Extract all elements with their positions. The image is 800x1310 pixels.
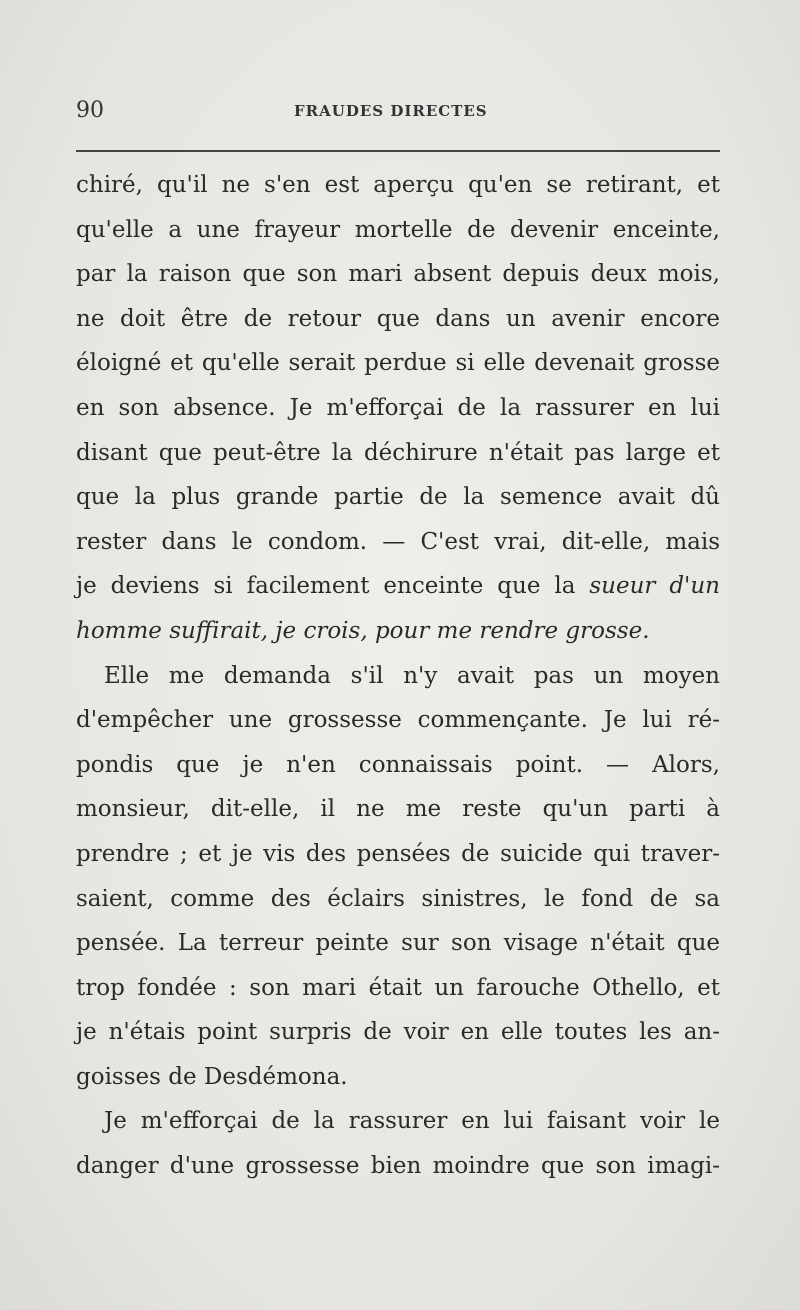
page-header bbox=[76, 96, 720, 130]
text-line: chiré, qu'il ne s'en est aperçu qu'en se retirant, et bbox=[76, 172, 720, 198]
text-line: goisses de Desdémona. bbox=[76, 1063, 348, 1090]
text-line bbox=[76, 609, 720, 654]
text-line: prendre ; et je vis des pensées de suicide qui traver- bbox=[76, 840, 720, 867]
text-line: ne doit être de retour que dans un avenir encore bbox=[76, 305, 720, 332]
text-line: danger d'une grossesse bien moindre que son imagi- bbox=[76, 1153, 720, 1180]
text-line: pondis que je n'en connaissais point. — Alors, bbox=[76, 751, 720, 778]
page-number: 90 bbox=[76, 98, 104, 123]
italic-span: sueur d'un bbox=[589, 573, 720, 600]
text-span: je deviens si facilement enceinte que la bbox=[76, 573, 590, 600]
text-line: éloigné et qu'elle serait perdue si elle devenait grosse bbox=[76, 350, 720, 377]
text-line: qu'elle a une frayeur mortelle de devenir enceinte, bbox=[76, 216, 720, 243]
text-line: que la plus grande partie de la semence avait dû bbox=[76, 484, 720, 511]
text-line: saient, comme des éclairs sinistres, le fond de sa bbox=[76, 885, 720, 912]
running-title: FRAUDES DIRECTES bbox=[294, 102, 488, 120]
text-line: je n'étais point surpris de voir en elle toutes les an- bbox=[76, 1019, 720, 1046]
paragraph-start-line: Je m'efforçai de la rassurer en lui faisant voir le bbox=[104, 1108, 720, 1135]
text-line: monsieur, dit-elle, il ne me reste qu'un parti à bbox=[76, 796, 720, 823]
text-line: en son absence. Je m'efforçai de la rassurer en lui bbox=[76, 394, 720, 421]
text-line bbox=[76, 564, 720, 609]
text-line: disant que peut-être la déchirure n'était pas large et bbox=[76, 439, 720, 466]
text-line: rester dans le condom. — C'est vrai, dit-elle, mais bbox=[76, 528, 720, 555]
header-rule bbox=[76, 150, 720, 152]
body-text bbox=[76, 163, 720, 1189]
text-line: d'empêcher une grossesse commençante. Je lui ré- bbox=[76, 707, 720, 734]
text-line: pensée. La terreur peinte sur son visage n'était que bbox=[76, 930, 720, 957]
italic-span: homme suffirait, je crois, pour me rendre grosse. bbox=[76, 617, 650, 644]
text-line: trop fondée : son mari était un farouche Othello, et bbox=[76, 974, 720, 1001]
text-line: par la raison que son mari absent depuis deux mois, bbox=[76, 261, 720, 288]
paragraph-start-line: Elle me demanda s'il n'y avait pas un moyen bbox=[104, 662, 720, 689]
